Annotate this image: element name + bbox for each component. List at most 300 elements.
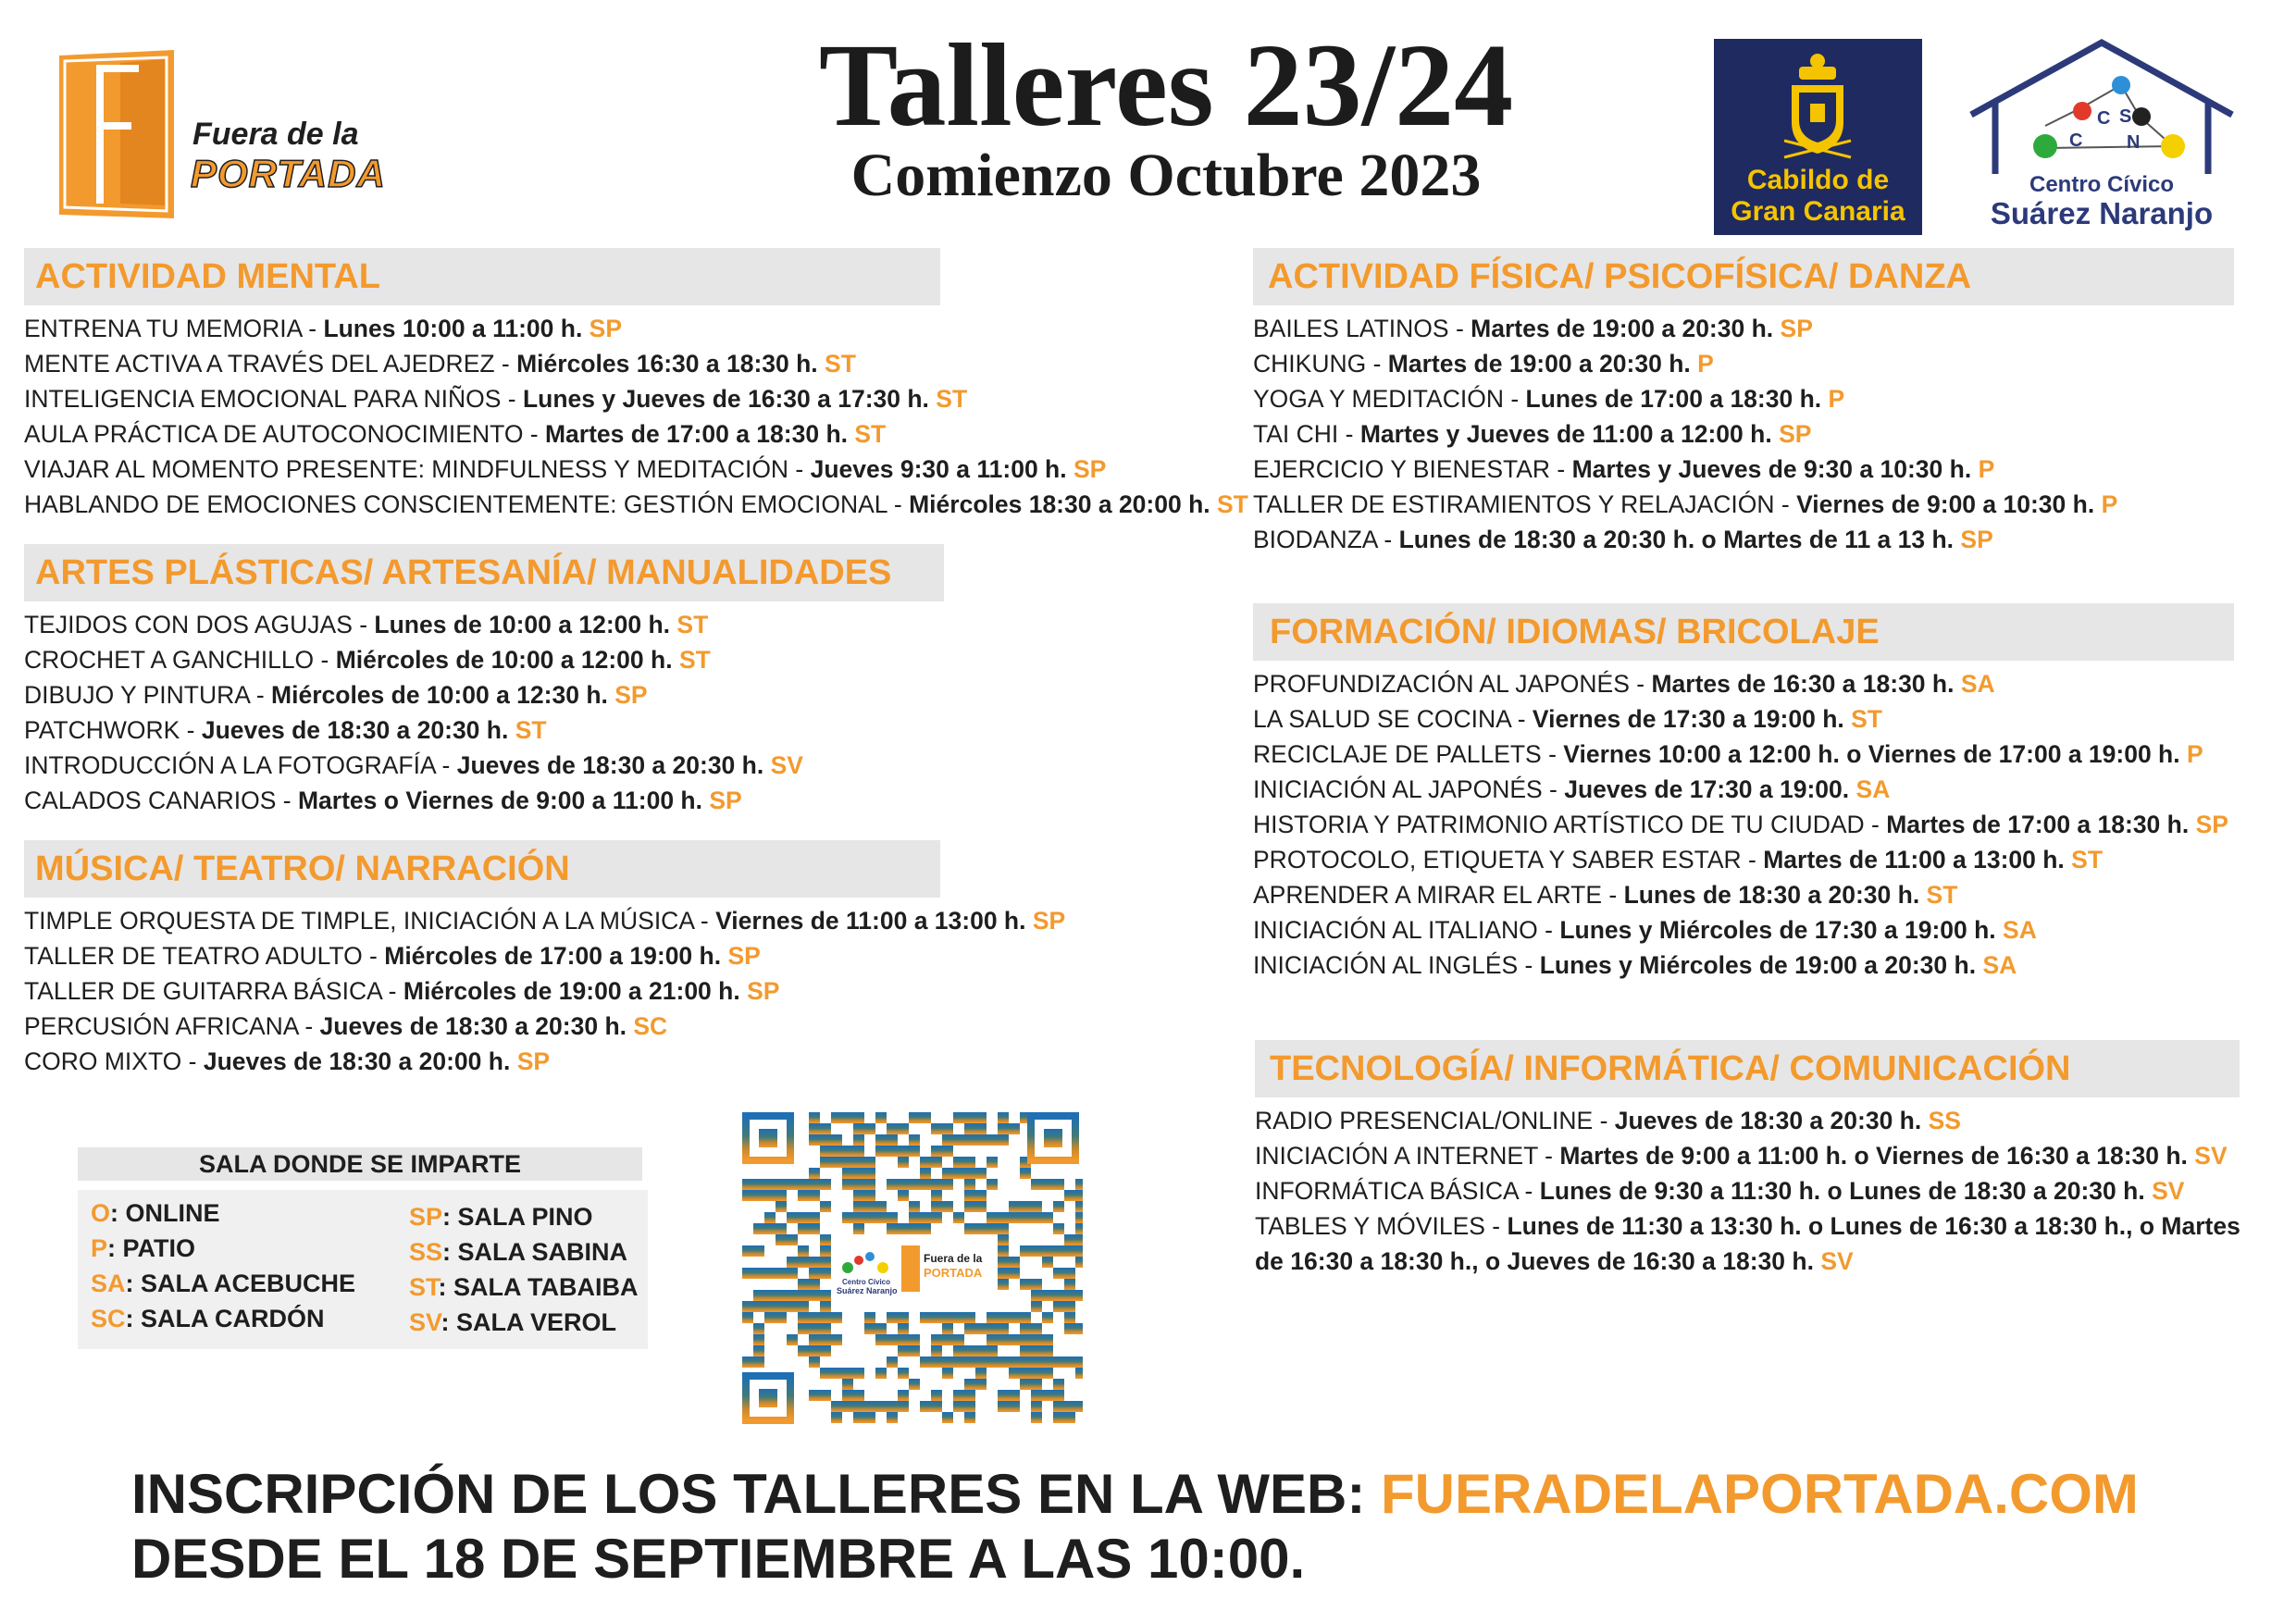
legend-code: SA xyxy=(91,1270,126,1297)
qr-code[interactable] xyxy=(738,1109,1083,1428)
qr-module xyxy=(964,1201,975,1212)
workshop-list xyxy=(1253,311,2234,557)
qr-module xyxy=(1075,1290,1083,1301)
qr-module xyxy=(864,1123,875,1134)
workshop-room: ST xyxy=(676,611,709,638)
fuera-logo-line1: Fuera de la xyxy=(192,117,359,152)
qr-module xyxy=(898,1323,909,1334)
qr-module xyxy=(1009,1357,1020,1368)
legend-code: ST xyxy=(409,1273,439,1301)
qr-module xyxy=(798,1257,809,1268)
workshop-room: SP xyxy=(2195,811,2228,838)
qr-module xyxy=(931,1401,942,1412)
qr-module xyxy=(953,1212,964,1223)
workshop-name: ENTRENA TU MEMORIA - xyxy=(24,315,324,342)
qr-module xyxy=(764,1290,776,1301)
qr-module xyxy=(875,1201,887,1212)
qr-module xyxy=(1042,1334,1053,1345)
workshop-room: SP xyxy=(1960,526,1993,553)
qr-module xyxy=(898,1312,909,1323)
qr-module xyxy=(776,1290,787,1301)
workshop-room: SP xyxy=(589,315,623,342)
qr-module xyxy=(1042,1290,1053,1301)
qr-module xyxy=(753,1179,764,1190)
qr-module xyxy=(1031,1179,1042,1190)
qr-module xyxy=(809,1179,820,1190)
workshop-room: ST xyxy=(1851,705,1882,733)
workshop-name: INFORMÁTICA BÁSICA - xyxy=(1255,1177,1540,1205)
centro-letter-n: N xyxy=(2127,132,2141,153)
section-tecnologia xyxy=(1255,1040,2240,1279)
qr-module xyxy=(987,1357,998,1368)
qr-module xyxy=(942,1123,953,1134)
workshop-room: ST xyxy=(854,420,887,448)
qr-module xyxy=(798,1245,809,1257)
qr-module xyxy=(1009,1123,1020,1134)
website-link[interactable]: FUERADELAPORTADA.COM xyxy=(1381,1463,2139,1525)
workshop-name: PROFUNDIZACIÓN AL JAPONÉS - xyxy=(1253,670,1652,698)
qr-module xyxy=(842,1368,853,1379)
qr-module xyxy=(820,1134,831,1146)
qr-module xyxy=(975,1112,987,1123)
qr-module xyxy=(998,1323,1009,1334)
qr-module xyxy=(898,1334,909,1345)
qr-module xyxy=(898,1368,909,1379)
workshop-row xyxy=(24,607,940,642)
qr-module xyxy=(1064,1357,1075,1368)
qr-module xyxy=(864,1179,875,1190)
qr-module xyxy=(853,1146,864,1157)
qr-module xyxy=(909,1379,920,1390)
qr-module xyxy=(753,1245,764,1257)
qr-module xyxy=(1031,1212,1042,1223)
qr-module xyxy=(953,1334,964,1345)
qr-module xyxy=(753,1190,764,1201)
workshop-name: APRENDER A MIRAR EL ARTE - xyxy=(1253,881,1624,909)
qr-module xyxy=(1053,1357,1064,1368)
workshop-room: P xyxy=(1828,385,1845,413)
centro-line2: Suárez Naranjo xyxy=(1990,196,2214,230)
qr-module xyxy=(1075,1257,1083,1268)
qr-module xyxy=(864,1312,875,1323)
qr-center-line2: PORTADA xyxy=(924,1266,983,1280)
workshop-schedule: Lunes y Miércoles de 19:00 a 20:30 h. xyxy=(1539,951,1983,979)
workshop-name: INICIACIÓN AL JAPONÉS - xyxy=(1253,775,1565,803)
workshop-schedule: Miércoles 18:30 a 20:00 h. xyxy=(909,490,1217,518)
qr-module xyxy=(964,1379,975,1390)
workshop-name: DIBUJO Y PINTURA - xyxy=(24,681,272,709)
workshop-room: P xyxy=(1697,350,1714,378)
section-actividad-fisica xyxy=(1253,248,2234,557)
qr-module xyxy=(753,1334,764,1345)
workshop-schedule: Martes de 19:00 a 20:30 h. xyxy=(1387,350,1698,378)
qr-module xyxy=(1031,1279,1042,1290)
qr-module xyxy=(1020,1323,1031,1334)
legend-code: SC xyxy=(91,1305,126,1332)
qr-module xyxy=(1020,1245,1031,1257)
qr-module xyxy=(898,1345,909,1357)
fuera-de-la-portada-logo xyxy=(56,48,386,224)
workshop-name: TEJIDOS CON DOS AGUJAS - xyxy=(24,611,375,638)
workshop-schedule: Miércoles de 17:00 a 19:00 h. xyxy=(384,942,728,970)
qr-module xyxy=(1020,1168,1031,1179)
qr-module xyxy=(1009,1212,1020,1223)
workshop-room: SP xyxy=(1032,907,1066,935)
qr-module xyxy=(920,1401,931,1412)
qr-module xyxy=(1009,1257,1020,1268)
qr-center-line1: Fuera de la xyxy=(924,1252,983,1265)
qr-module xyxy=(753,1301,764,1312)
qr-module xyxy=(887,1334,898,1345)
qr-module xyxy=(1064,1301,1075,1312)
qr-module xyxy=(764,1190,776,1201)
qr-module xyxy=(964,1157,975,1168)
workshop-row xyxy=(24,487,1248,522)
qr-module xyxy=(842,1401,853,1412)
workshop-name: PATCHWORK - xyxy=(24,716,202,744)
workshop-row xyxy=(1253,772,2234,807)
workshop-schedule: Viernes de 17:30 a 19:00 h. xyxy=(1532,705,1852,733)
qr-module xyxy=(1009,1201,1020,1212)
qr-module xyxy=(1042,1368,1053,1379)
qr-module xyxy=(898,1123,909,1134)
qr-module xyxy=(887,1412,898,1423)
workshop-row xyxy=(1253,666,2234,701)
workshop-row xyxy=(1253,452,2234,487)
qr-module xyxy=(931,1212,942,1223)
qr-module xyxy=(942,1412,953,1423)
workshop-row xyxy=(1255,1103,2240,1138)
qr-module xyxy=(1020,1201,1031,1212)
qr-module xyxy=(898,1146,909,1157)
legend-code: O xyxy=(91,1199,111,1227)
qr-module xyxy=(1009,1390,1020,1401)
qr-module xyxy=(1031,1368,1042,1379)
centro-line1: Centro Cívico xyxy=(2029,172,2175,197)
qr-module xyxy=(820,1123,831,1134)
workshop-name: INTELIGENCIA EMOCIONAL PARA NIÑOS - xyxy=(24,385,523,413)
qr-module xyxy=(742,1190,753,1201)
qr-module xyxy=(942,1357,953,1368)
workshop-schedule: Miércoles de 10:00 a 12:00 h. xyxy=(335,646,679,674)
qr-module xyxy=(776,1312,787,1323)
qr-module xyxy=(975,1201,987,1212)
qr-module xyxy=(1064,1268,1075,1279)
workshop-name: TALLER DE TEATRO ADULTO - xyxy=(24,942,385,970)
qr-module xyxy=(1042,1245,1053,1257)
legend-label: : SALA ACEBUCHE xyxy=(125,1270,356,1297)
qr-module xyxy=(1064,1412,1075,1423)
qr-module xyxy=(942,1168,953,1179)
qr-module xyxy=(842,1157,853,1168)
workshop-name: RADIO PRESENCIAL/ONLINE - xyxy=(1255,1107,1615,1134)
cabildo-line2: Gran Canaria xyxy=(1731,196,1905,227)
qr-module xyxy=(964,1412,975,1423)
workshop-schedule: Lunes de 18:30 a 20:30 h. xyxy=(1623,881,1927,909)
qr-module xyxy=(920,1179,931,1190)
qr-module xyxy=(998,1234,1009,1245)
workshop-room: ST xyxy=(2071,846,2104,873)
workshop-schedule: Martes de 16:30 a 18:30 h. xyxy=(1651,670,1961,698)
qr-module xyxy=(1053,1390,1064,1401)
qr-module xyxy=(931,1345,942,1357)
legend-label: : PATIO xyxy=(107,1234,196,1262)
workshop-schedule: Viernes de 11:00 a 13:00 h. xyxy=(715,907,1033,935)
workshop-schedule: Martes de 9:00 a 11:00 h. o Viernes de 16:30 a 18:30 h. xyxy=(1559,1142,2195,1170)
fuera-logo-line2: PORTADA xyxy=(191,152,386,195)
workshop-name: TABLES Y MÓVILES - xyxy=(1255,1212,1508,1240)
legend-code: SS xyxy=(409,1238,443,1266)
qr-module xyxy=(753,1268,764,1279)
qr-module xyxy=(987,1334,998,1345)
qr-module xyxy=(820,1290,831,1301)
qr-module xyxy=(942,1146,953,1157)
qr-module xyxy=(1064,1401,1075,1412)
workshop-row xyxy=(1255,1138,2240,1173)
qr-module xyxy=(942,1334,953,1345)
workshop-name: TALLER DE GUITARRA BÁSICA - xyxy=(24,977,403,1005)
qr-module xyxy=(920,1312,931,1323)
page-title: Talleres 23/24 xyxy=(818,19,1514,151)
qr-module xyxy=(1053,1268,1064,1279)
qr-module xyxy=(998,1212,1009,1223)
workshop-schedule: Jueves de 18:30 a 20:30 h. xyxy=(319,1012,634,1040)
qr-module xyxy=(820,1257,831,1268)
workshop-row xyxy=(24,381,968,416)
qr-module xyxy=(820,1323,831,1334)
qr-module xyxy=(964,1190,975,1201)
qr-module xyxy=(842,1379,853,1390)
qr-module xyxy=(787,1268,798,1279)
workshop-row xyxy=(1253,346,2234,381)
qr-module xyxy=(964,1323,975,1334)
qr-module xyxy=(831,1112,842,1123)
workshop-room: ST xyxy=(1217,490,1248,518)
qr-module xyxy=(998,1312,1009,1323)
qr-module xyxy=(964,1312,975,1323)
qr-module xyxy=(820,1146,831,1157)
legend-label: : SALA SABINA xyxy=(442,1238,628,1266)
workshop-schedule: Lunes de 11:30 a 13:30 h. o Lunes de 16:30 a 18:30 h., o Martes de 16:30 a 18:30 h., o Jueves de 16:30 a 18:30 h. xyxy=(1255,1212,2240,1275)
section-title: ARTES PLÁSTICAS/ ARTESANÍA/ MANUALIDADES xyxy=(24,544,944,601)
qr-module xyxy=(798,1301,809,1312)
qr-module xyxy=(1009,1312,1020,1323)
workshop-room: SS xyxy=(1928,1107,1961,1134)
qr-module xyxy=(975,1345,987,1357)
workshop-schedule: Martes y Jueves de 11:00 a 12:00 h. xyxy=(1359,420,1780,448)
workshop-room: SV xyxy=(2152,1177,2185,1205)
qr-module xyxy=(909,1179,920,1190)
qr-module xyxy=(1064,1279,1075,1290)
qr-module xyxy=(875,1401,887,1412)
workshop-room: SA xyxy=(2003,916,2037,944)
qr-module xyxy=(931,1123,942,1134)
qr-module xyxy=(820,1345,831,1357)
qr-module xyxy=(875,1334,887,1345)
workshop-schedule: Martes o Viernes de 9:00 a 11:00 h. xyxy=(297,787,710,814)
cabildo-line1: Cabildo de xyxy=(1746,165,1890,195)
workshop-name: BAILES LATINOS - xyxy=(1253,315,1471,342)
room-legend xyxy=(78,1147,648,1349)
workshop-list xyxy=(24,311,1248,522)
legend-item xyxy=(91,1196,220,1231)
workshop-schedule: Lunes de 17:00 a 18:30 h. xyxy=(1525,385,1829,413)
qr-module xyxy=(853,1168,864,1179)
qr-module xyxy=(998,1279,1009,1290)
qr-module xyxy=(853,1401,864,1412)
qr-module xyxy=(742,1268,753,1279)
workshop-row xyxy=(1253,416,2234,452)
workshop-schedule: Miércoles 16:30 a 18:30 h. xyxy=(516,350,825,378)
qr-module xyxy=(1031,1334,1042,1345)
qr-module xyxy=(953,1112,964,1123)
section-actividad-mental xyxy=(24,248,1248,522)
qr-module xyxy=(798,1345,809,1357)
qr-module xyxy=(798,1323,809,1334)
workshop-name: HISTORIA Y PATRIMONIO ARTÍSTICO DE TU CIUDAD - xyxy=(1253,811,1887,838)
qr-module xyxy=(998,1112,1009,1123)
qr-module xyxy=(864,1168,875,1179)
qr-module xyxy=(809,1345,820,1357)
qr-module xyxy=(887,1146,898,1157)
workshop-room: P xyxy=(1978,455,1995,483)
qr-module xyxy=(1031,1290,1042,1301)
workshop-name: AULA PRÁCTICA DE AUTOCONOCIMIENTO - xyxy=(24,420,545,448)
qr-module xyxy=(798,1212,809,1223)
qr-module xyxy=(931,1190,942,1201)
qr-module xyxy=(1042,1345,1053,1357)
qr-module xyxy=(1053,1245,1064,1257)
qr-module xyxy=(898,1157,909,1168)
workshop-name: HABLANDO DE EMOCIONES CONSCIENTEMENTE: GESTIÓN EMOCIONAL - xyxy=(24,490,910,518)
workshop-room: SA xyxy=(1982,951,2017,979)
legend-item xyxy=(409,1199,593,1234)
qr-module xyxy=(1075,1357,1083,1368)
qr-module xyxy=(853,1390,864,1401)
qr-module xyxy=(942,1323,953,1334)
qr-module xyxy=(809,1168,820,1179)
qr-module xyxy=(787,1257,798,1268)
qr-module xyxy=(787,1290,798,1301)
qr-module xyxy=(931,1390,942,1401)
qr-module xyxy=(909,1112,920,1123)
qr-module xyxy=(931,1312,942,1323)
qr-module xyxy=(953,1345,964,1357)
workshop-row xyxy=(24,748,940,783)
workshop-name: EJERCICIO Y BIENESTAR - xyxy=(1253,455,1572,483)
qr-module xyxy=(898,1190,909,1201)
qr-module xyxy=(776,1268,787,1279)
qr-module xyxy=(820,1245,831,1257)
footer-line1 xyxy=(131,1462,2139,1527)
workshop-schedule: Jueves de 18:30 a 20:30 h. xyxy=(201,716,515,744)
workshop-name: CORO MIXTO - xyxy=(24,1047,204,1075)
qr-module xyxy=(809,1223,820,1234)
workshop-schedule: Lunes de 10:00 a 12:00 h. xyxy=(374,611,677,638)
workshop-room: SV xyxy=(770,751,803,779)
workshop-list xyxy=(24,903,1066,1079)
workshop-room: SP xyxy=(516,1047,551,1075)
workshop-list xyxy=(1255,1103,2240,1279)
workshop-schedule: Lunes y Miércoles de 17:30 a 19:00 h. xyxy=(1559,916,2004,944)
qr-module xyxy=(1009,1368,1020,1379)
qr-module xyxy=(942,1201,953,1212)
qr-module xyxy=(787,1179,798,1190)
qr-module xyxy=(831,1146,842,1157)
qr-module xyxy=(787,1301,798,1312)
workshop-row xyxy=(1253,737,2234,772)
qr-module xyxy=(842,1179,853,1190)
qr-module xyxy=(1075,1201,1083,1212)
qr-module xyxy=(909,1201,920,1212)
registration-footer xyxy=(131,1462,2139,1592)
qr-module xyxy=(953,1357,964,1368)
centro-letter-s: S xyxy=(2119,106,2132,127)
qr-module xyxy=(820,1234,831,1245)
qr-module xyxy=(987,1179,998,1190)
qr-module xyxy=(975,1368,987,1379)
qr-module xyxy=(809,1312,820,1323)
workshop-schedule: Miércoles de 19:00 a 21:00 h. xyxy=(403,977,748,1005)
qr-module xyxy=(809,1323,820,1334)
workshop-room: SP xyxy=(1779,420,1812,448)
workshop-name: RECICLAJE DE PALLETS - xyxy=(1253,740,1564,768)
section-title: TECNOLOGÍA/ INFORMÁTICA/ COMUNICACIÓN xyxy=(1255,1040,2240,1097)
qr-module xyxy=(853,1179,864,1190)
qr-module xyxy=(998,1245,1009,1257)
workshop-schedule: Martes de 17:00 a 18:30 h. xyxy=(544,420,855,448)
legend-item xyxy=(409,1234,627,1270)
qr-module xyxy=(1075,1234,1083,1245)
qr-module xyxy=(1042,1212,1053,1223)
qr-module xyxy=(776,1223,787,1234)
qr-module xyxy=(987,1223,998,1234)
qr-module xyxy=(798,1190,809,1201)
qr-module xyxy=(920,1357,931,1368)
qr-module xyxy=(975,1223,987,1234)
qr-module xyxy=(1020,1368,1031,1379)
workshop-row xyxy=(1253,807,2234,842)
qr-module xyxy=(1053,1290,1064,1301)
qr-module xyxy=(998,1123,1009,1134)
workshop-name: INICIACIÓN AL INGLÉS - xyxy=(1253,951,1540,979)
qr-module xyxy=(1020,1357,1031,1368)
qr-module xyxy=(820,1334,831,1345)
qr-module xyxy=(987,1212,998,1223)
workshop-schedule: Viernes de 9:00 a 10:30 h. xyxy=(1796,490,2102,518)
workshop-room: SP xyxy=(709,787,742,814)
qr-module xyxy=(1075,1179,1083,1190)
section-title: ACTIVIDAD MENTAL xyxy=(24,248,940,305)
qr-module xyxy=(920,1223,931,1234)
workshop-schedule: Jueves de 18:30 a 20:30 h. xyxy=(1614,1107,1929,1134)
qr-module xyxy=(975,1123,987,1134)
qr-module xyxy=(1053,1223,1064,1234)
qr-module xyxy=(820,1301,831,1312)
qr-center-line3: Centro Cívico xyxy=(842,1278,891,1286)
qr-module xyxy=(931,1157,942,1168)
workshop-schedule: Lunes y Jueves de 16:30 a 17:30 h. xyxy=(522,385,937,413)
qr-module xyxy=(898,1179,909,1190)
qr-module xyxy=(1075,1245,1083,1257)
qr-center-line4: Suárez Naranjo xyxy=(837,1286,898,1295)
qr-module xyxy=(953,1157,964,1168)
workshop-row xyxy=(1255,1208,2273,1279)
qr-module xyxy=(998,1268,1009,1279)
qr-module xyxy=(853,1112,864,1123)
qr-module xyxy=(920,1212,931,1223)
qr-module xyxy=(787,1234,798,1245)
